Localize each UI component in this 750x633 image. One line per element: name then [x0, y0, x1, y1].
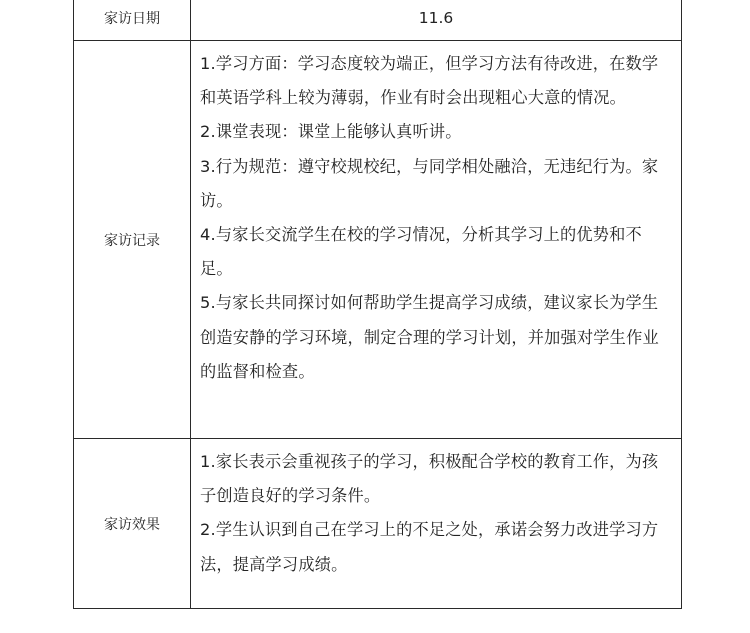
record-content	[191, 41, 682, 439]
record-paragraph-5: 5.与家长共同探讨如何帮助学生提高学习成绩，建议家长为学生创造安静的学习环境，制定合理的学习计划，并加强对学生作业的监督和检查。	[200, 293, 659, 381]
effect-label: 家访效果	[74, 439, 191, 609]
effect-paragraph-2: 2.学生认识到自己在学习上的不足之处，承诺会努力改进学习方法，提高学习成绩。	[200, 520, 659, 574]
date-row	[74, 0, 682, 41]
record-label: 家访记录	[74, 41, 191, 439]
effect-paragraph-1: 1.家长表示会重视孩子的学习，积极配合学校的教育工作，为孩子创造良好的学习条件。	[200, 452, 659, 506]
effect-row	[74, 439, 682, 609]
date-value: 11.6	[191, 0, 682, 41]
record-row	[74, 41, 682, 439]
date-label: 家访日期	[74, 0, 191, 41]
home-visit-table	[73, 0, 682, 609]
effect-content	[191, 439, 682, 609]
record-paragraph-1: 1.学习方面：学习态度较为端正，但学习方法有待改进，在数学和英语学科上较为薄弱，作业有时会出现粗心大意的情况。	[200, 54, 659, 108]
record-paragraph-3: 3.行为规范：遵守校规校纪，与同学相处融洽，无违纪行为。家访。	[200, 156, 659, 210]
record-paragraph-2: 2.课堂表现：课堂上能够认真听讲。	[200, 122, 462, 142]
record-paragraph-4: 4.与家长交流学生在校的学习情况，分析其学习上的优势和不足。	[200, 225, 642, 279]
